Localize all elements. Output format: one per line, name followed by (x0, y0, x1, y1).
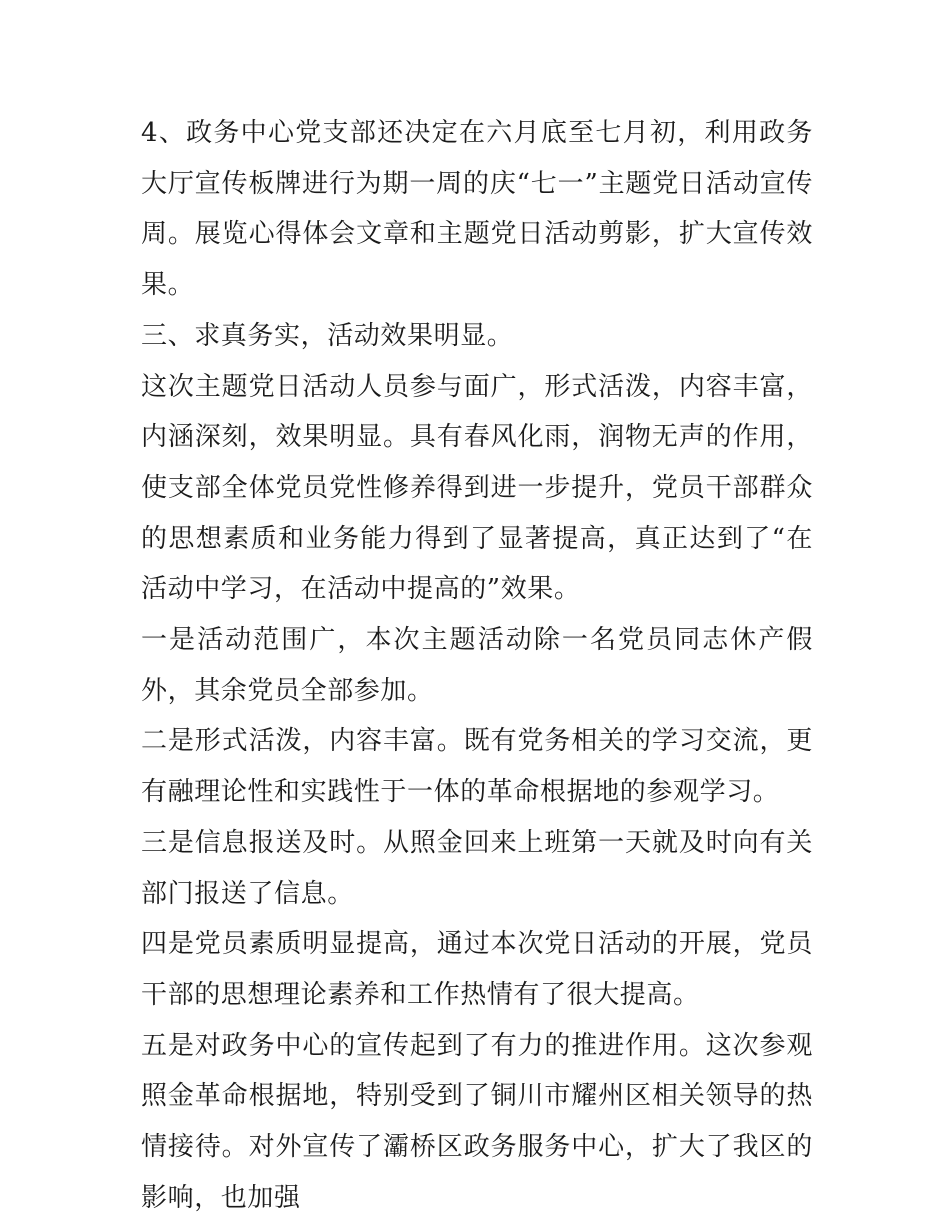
paragraph-point-one: 一是活动范围广，本次主题活动除一名党员同志休产假外，其余党员全部参加。 (141, 625, 813, 706)
paragraph-point-five: 五是对政务中心的宣传起到了有力的推进作用。这次参观照金革命根据地，特别受到了铜川市耀州区相关领导的热情接待。对外宣传了灞桥区政务服务中心，扩大了我区的影响，也加强 (141, 1030, 813, 1213)
paragraph-activity-summary: 这次主题党日活动人员参与面广，形式活泼，内容丰富，内涵深刻，效果明显。具有春风化雨，润物无声的作用，使支部全体党员党性修养得到进一步提升，党员干部群众的思想素质和业务能力得到了显著提高，真正达到了“在活动中学习，在活动中提高的”效果。 (141, 371, 813, 605)
paragraph-point-four: 四是党员素质明显提高，通过本次党日活动的开展，党员干部的思想理论素养和工作热情有了很大提高。 (141, 929, 813, 1010)
paragraph-point-two: 二是形式活泼，内容丰富。既有党务相关的学习交流，更有融理论性和实践性于一体的革命根据地的参观学习。 (141, 726, 813, 808)
paragraph-point-three: 三是信息报送及时。从照金回来上班第一天就及时向有关部门报送了信息。 (141, 827, 813, 909)
paragraph-publicity-week: 4、政务中心党支部还决定在六月底至七月初，利用政务大厅宣传板牌进行为期一周的庆“七一”主题党日活动宣传周。展览心得体会文章和主题党日活动剪影，扩大宣传效果。 (141, 118, 813, 301)
section-heading-results: 三、求真务实，活动效果明显。 (141, 320, 514, 351)
document-body (141, 108, 813, 1223)
